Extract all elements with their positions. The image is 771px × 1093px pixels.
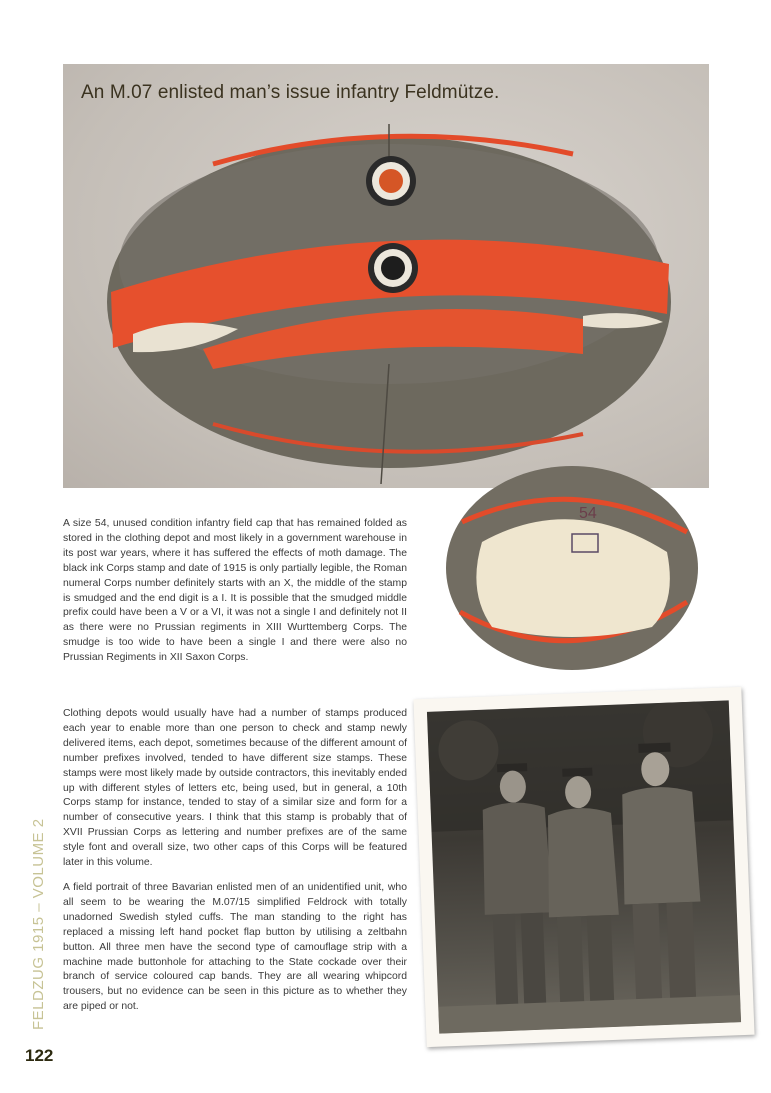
- three-soldiers-portrait-photo: [427, 700, 741, 1033]
- photo-caption: An M.07 enlisted man’s issue infantry Feldmütze.: [81, 82, 500, 103]
- paragraph-clothing-depots: Clothing depots would usually have had a number of stamps produced each year to enable more than one person to check and stamp newly delivered items, each depot, sometimes because of the different amount of number prefixes involved, tended to have different size stamps. These stamps were most likely made by outside contractors, this inevitably ended up with different styles of letters etc, being used, but in general, a 10th Corps stamp for instance, tended to stay of a similar size and form for a number of consecutive years. I think that this stamp is probably that of XVII Prussian Corps as lettering and number prefixes are of the same style font and overall size, two other caps of this Corps will be featured later in this volume.: [63, 708, 407, 869]
- page-number: 122: [25, 1046, 54, 1065]
- portrait-photo: [427, 700, 741, 1033]
- running-title: FELDZUG 1915 – VOLUME 2: [30, 818, 47, 1030]
- size-mark: 54: [579, 505, 597, 522]
- paragraph-field-portrait: A field portrait of three Bavarian enlisted men of an unidentified unit, who all seem to be wearing the M.07/15 simplified Feldrock with totally unadorned Swedish styled cuffs. The man standing to the right has replaced a missing left hand pocket flap button by utilising a zeltbahn button. All three men have the second type of camouflage strip with a machine made buttonhole for attaching to the State cockade over their branch of service coloured cap bands. They are all wearing whipcord trousers, but no evidence can be seen in this picture as to whether they are piped or not.: [63, 882, 407, 1013]
- portrait-photo-frame: [413, 687, 754, 1047]
- feldmuetze-cap-photo: [63, 64, 709, 488]
- cap-interior-stamp-photo: [442, 462, 700, 674]
- main-photo: [63, 64, 709, 488]
- paragraph-cap-description: A size 54, unused condition infantry field cap that has remained folded as stored in the clothing depot and most likely in a government warehouse in its post war years, where it has suffered the effects of moth damage. The black ink Corps stamp and date of 1915 is only partially legible, the Roman numeral Corps number definitely starts with an X, the middle of the stamp is smudged and the end digit is a I. It is possible that the smudged middle prefix could have been a V or a VI, it was not a single I and definitely not II as there were no Prussian regiments in XIII Wurttemberg Corps. The smudge is too wide to have been a single I and there were also no Prussian Regiments in XII Saxon Corps.: [63, 518, 407, 664]
- inset-photo: [442, 462, 700, 674]
